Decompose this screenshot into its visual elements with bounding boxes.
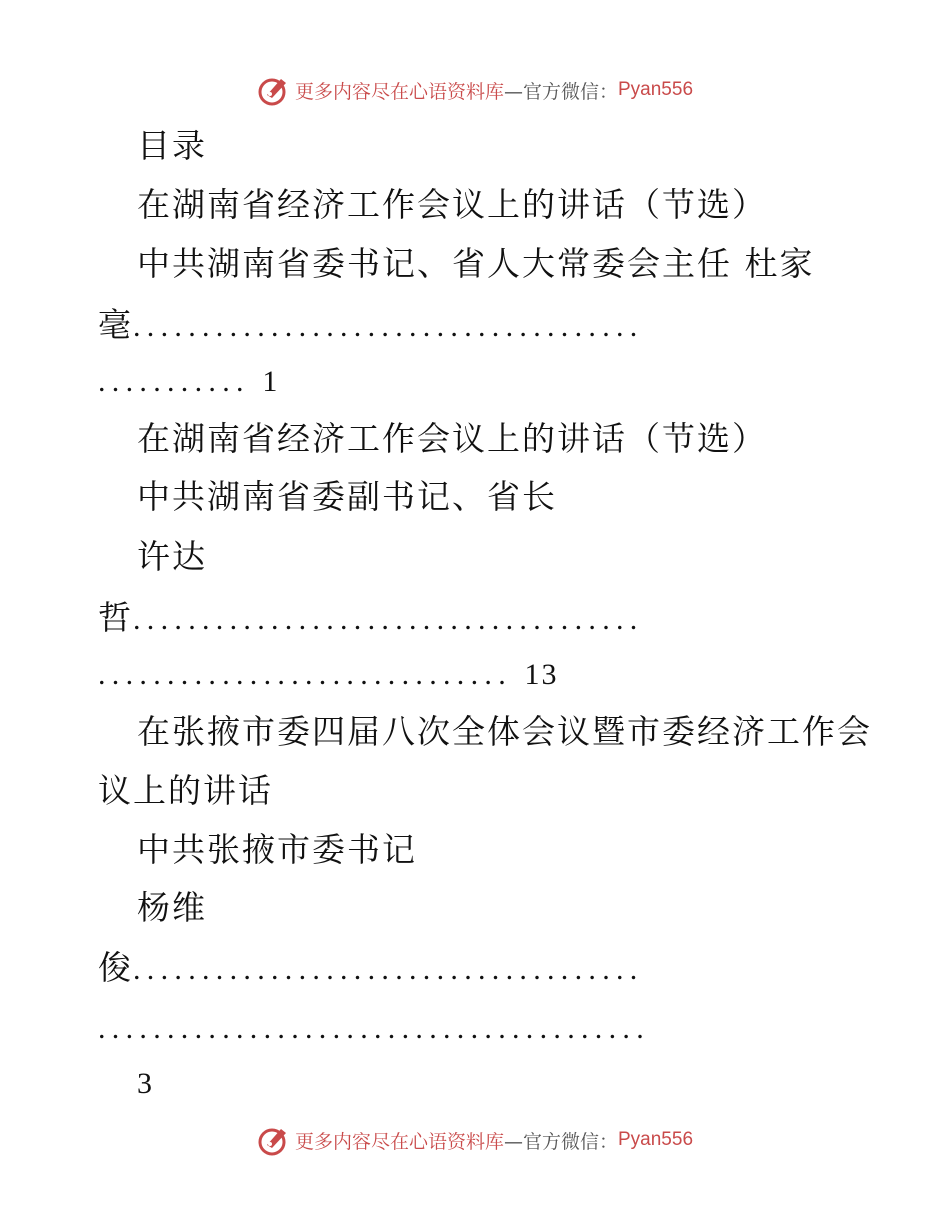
toc-entry-2-leader	[0, 593, 950, 643]
toc-entry-2-dots-b: ..............................	[98, 658, 512, 691]
toc-entry-3-dots-b: ........................................	[98, 1012, 650, 1045]
toc-entry-3-dots-a: .....................................	[133, 953, 644, 986]
toc-entry-2-author-name: 许达	[137, 537, 207, 576]
watermark-banner-bottom	[0, 1120, 950, 1160]
watermark-text-main: 更多内容尽在心语资料库	[294, 1130, 504, 1153]
toc-entry-3-author-tail: 俊	[98, 948, 133, 987]
toc-entry-3-leader	[0, 943, 950, 993]
toc-entry-2-title: 在湖南省经济工作会议上的讲话（节选）	[137, 419, 767, 458]
watermark-text-id: Pyan556	[618, 1129, 694, 1150]
pen-nib-logo-icon	[257, 1123, 291, 1157]
toc-entry-1-leader	[0, 300, 950, 350]
toc-entry-2-page: 13	[524, 658, 559, 691]
watermark-text-sep: —官方微信：	[503, 80, 618, 103]
toc-entry-1-page: 1	[262, 365, 280, 398]
toc-entry-1-leader-2	[0, 355, 950, 405]
toc-entry-3-page: 3	[137, 1067, 154, 1100]
toc-entry-2-dots-a: .....................................	[133, 603, 644, 636]
pen-nib-logo-icon	[257, 73, 291, 107]
toc-entry-1-author-tail: 毫	[98, 305, 133, 344]
toc-entry-2-author-tail: 哲	[98, 598, 133, 637]
watermark-text-main: 更多内容尽在心语资料库	[294, 80, 504, 103]
watermark-text-sep: —官方微信：	[503, 1130, 618, 1153]
toc-entry-2-leader-2	[0, 648, 950, 698]
toc-entry-3-leader-2	[0, 1002, 950, 1052]
toc-entry-3-title-a: 在张掖市委四届八次全体会议暨市委经济工作会	[137, 712, 872, 751]
toc-entry-3-author: 中共张掖市委书记	[137, 830, 417, 869]
toc-entry-1-dots-a: .....................................	[133, 310, 644, 343]
toc-entry-2-author: 中共湖南省委副书记、省长	[137, 477, 557, 516]
toc-entry-1-title: 在湖南省经济工作会议上的讲话（节选）	[137, 185, 767, 224]
toc-entry-3-author-name: 杨维	[137, 888, 207, 927]
watermark-banner-top	[0, 70, 950, 110]
toc-entry-1-dots-b: ...........	[98, 365, 250, 398]
toc-heading: 目录	[137, 126, 207, 165]
toc-entry-3-page-line	[0, 1057, 950, 1107]
toc-entry-1-author: 中共湖南省委书记、省人大常委会主任 杜家	[137, 244, 815, 283]
toc-entry-3-title-b: 议上的讲话	[98, 771, 273, 810]
watermark-text-id: Pyan556	[618, 79, 694, 100]
